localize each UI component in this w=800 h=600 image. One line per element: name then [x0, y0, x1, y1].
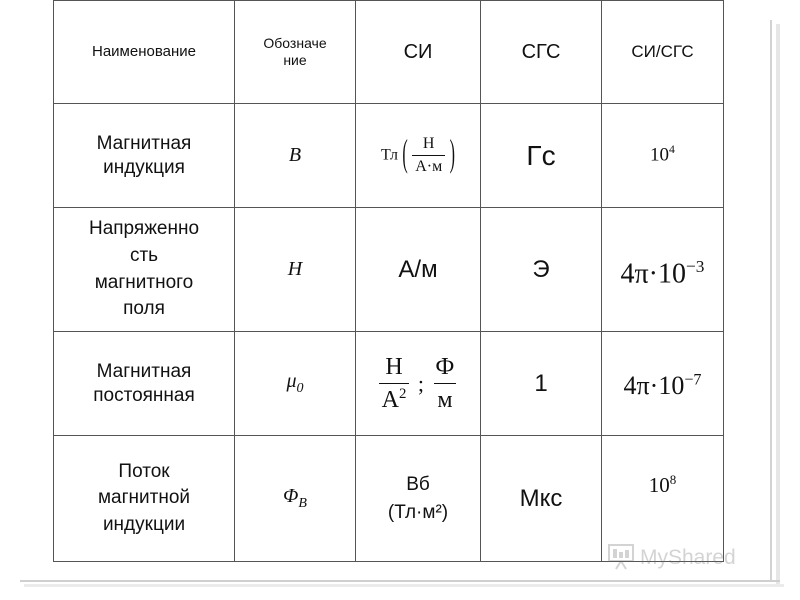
fraction-denominator: $А^2$: [379, 383, 410, 415]
row-ratio: [602, 208, 724, 332]
header-name: Наименование: [54, 1, 235, 104]
ratio-prefix: 4π·10: [620, 258, 686, 290]
row-symbol: [235, 332, 356, 436]
row-name: Поток магнитной индукции: [54, 436, 235, 562]
row-ratio: [602, 332, 724, 436]
ratio-base: 10: [648, 473, 670, 497]
fraction-denominator: м: [434, 383, 455, 415]
symbol-subscript: B: [298, 496, 307, 512]
si-unit-weber: Вб: [406, 473, 430, 495]
fraction-numerator: Ф: [435, 354, 455, 380]
units-table: [53, 0, 724, 562]
watermark: [606, 538, 766, 578]
row-cgs-unit: Э: [481, 208, 602, 332]
header-cgs: СГС: [481, 1, 602, 104]
slide-edge-shadow-right: [776, 24, 780, 584]
ratio-exponent: −3: [685, 256, 705, 276]
paren-open: (: [402, 133, 408, 175]
symbol-subscript: 0: [296, 381, 304, 397]
presentation-board-icon: [606, 541, 636, 576]
symbol-mu: μ: [286, 370, 297, 393]
si-unit-tesla: Тл: [381, 146, 398, 164]
paren-close: ): [449, 133, 455, 175]
header-si: СИ: [356, 1, 481, 104]
row-name: Напряженно сть магнитного поля: [54, 208, 235, 332]
si-unit-expansion: (Тл·м²): [387, 501, 449, 523]
row-name: Магнитная индукция: [54, 104, 235, 208]
slide-edge-shadow-bottom: [24, 584, 784, 587]
slide-edge-bottom: [20, 580, 780, 582]
row-cgs-unit: Мкс: [481, 436, 602, 562]
table-header-row: [54, 1, 724, 104]
denominator-exponent: 2: [398, 386, 407, 402]
header-symbol: Обозначе ние: [235, 1, 356, 104]
table-row-field-strength: [54, 208, 724, 332]
header-ratio: СИ/СГС: [602, 1, 724, 104]
row-symbol: [235, 436, 356, 562]
ratio-base: 10: [650, 144, 670, 166]
fraction-separator: ;: [417, 370, 424, 396]
symbol-phi: Φ: [283, 485, 299, 508]
ratio-exponent: −7: [684, 371, 702, 389]
si-unit-fraction-2: [432, 352, 457, 415]
ratio-exponent: 8: [669, 472, 677, 487]
row-ratio: [602, 104, 724, 208]
ratio-exponent: 4: [669, 143, 675, 157]
table-row-magnetic-constant: [54, 332, 724, 436]
fraction-numerator: Н: [422, 135, 435, 152]
fraction-numerator: Н: [385, 354, 403, 380]
table-row-magnetic-induction: [54, 104, 724, 208]
row-si-unit: [356, 436, 481, 562]
si-unit-fraction-1: [379, 352, 410, 415]
row-symbol: H: [235, 208, 356, 332]
row-cgs-unit: Гс: [481, 104, 602, 208]
ratio-prefix: 4π·10: [623, 371, 685, 401]
si-unit-fraction: [412, 134, 445, 177]
row-si-unit: А/м: [356, 208, 481, 332]
row-symbol: B: [235, 104, 356, 208]
watermark-text: MyShared: [640, 546, 736, 569]
row-si-unit: [356, 104, 481, 208]
row-name: Магнитная постоянная: [54, 332, 235, 436]
row-si-unit: [356, 332, 481, 436]
slide-edge-right: [770, 20, 772, 580]
fraction-denominator: А·м: [412, 155, 445, 177]
row-cgs-unit: 1: [481, 332, 602, 436]
